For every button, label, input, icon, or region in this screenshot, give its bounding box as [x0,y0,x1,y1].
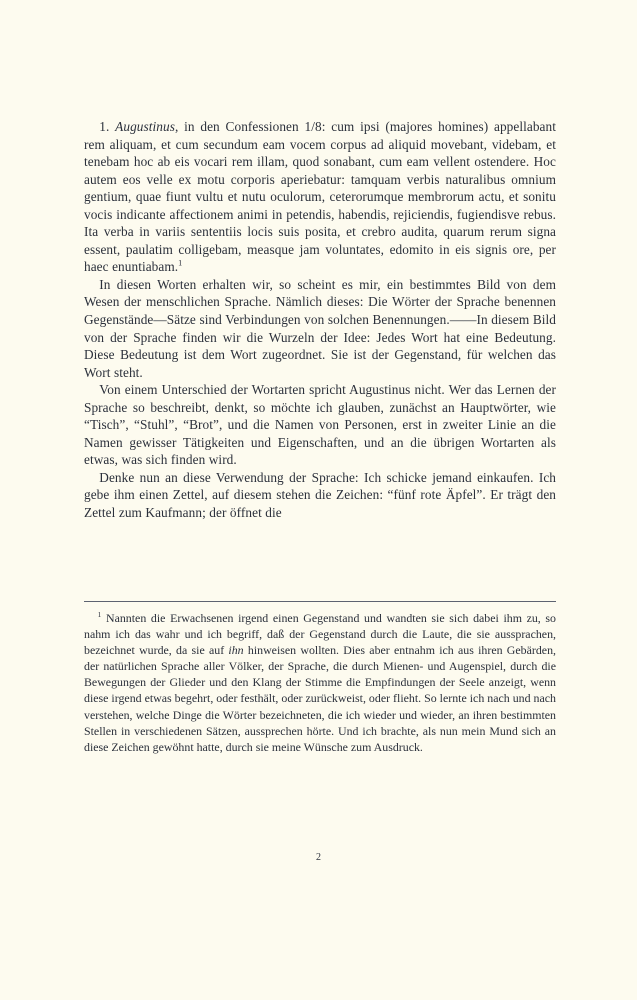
italic-text: ihn [228,643,244,658]
paragraph-bild-der-sprache: In diesen Worten erhalten wir, so scheint es mir, ein bestimmtes Bild von dem Wesen der menschlichen Sprache. Nämlich dieses: Die Wörter der Sprache benennen Gegenstände—Sätze sind Verbindungen von solchen Benennungen.——In diesem Bild von der Sprache finden wir die Wurzeln der Idee: Jedes Wort hat eine Bedeutung. Diese Bedeutung ist dem Wort zugeordnet. Sie ist der Gegenstand, für welchen das Wort steht. [84,276,556,380]
paragraph-wortarten: Von einem Unterschied der Wortarten spricht Augustinus nicht. Wer das Lernen der Sprache so beschreibt, denkt, so möchte ich glauben, zunächst an Hauptwörter, wie “Tisch”, “Stuhl”, “Brot”, und die Namen von Personen, erst in zweiter Linie an die Namen gewisser Tätigkeiten und Eigenschaften, und an die übrigen Wortarten als etwas, was sich finden wird. [84,382,556,468]
footnote-1-text: $^1$ Nannten die Erwachsenen irgend einen Gegenstand und wandten sie sich dabei ihm zu, so nahm ich das wahr und ich begriff, daß der Gegenstand durch die Laute, die sie aussprachen, bezeichnet wurde, da sie auf ihn hinweisen wollten. Dies aber entnahm ich aus ihren Gebärden, der natürlichen Sprache aller Völker, der Sprache, die durch Mienen- und Augenspiel, durch die Bewegungen der Glieder und den Klang der Stimme die Empfindungen der Seele anzeigt, wenn diese irgend etwas begehrt, oder festhält, oder zurückweist, oder flieht. So lernte ich nach und nach verstehen, welche Dinge die Wörter bezeichneten, die ich wieder und wieder, an ihren bestimmten Stellen in verschiedenen Sätzen, aussprechen hörte. Und ich brachte, als nun mein Mund sich an diese Zeichen gewöhnt hatte, durch sie meine Wünsche zum Ausdruck. [84,610,556,754]
footnote-separator-rule [84,601,556,602]
body-text-block [84,118,556,522]
paragraph-section-1: 1. Augustinus, in den Confessionen 1/8: cum ipsi (majores homines) appellabant rem aliquam, et cum secundum eam vocem corpus ad aliquid movebant, videbam, et tenebam hoc ab eis vocari rem illam, quod sonabant, cum eam vellent ostendere. Hoc autem eos velle ex motu corporis aperiebatur: tamquam verbis naturalibus omnium gentium, quae fiunt vultu et nutu oculorum, ceterorumque membrorum actu, et sonitu vocis indicante affectionem animi in petendis, habendis, rejiciendis, fugiendisve rebus. Ita verba in variis sententiis locis suis posita, et crebro audita, quarum rerum signa essent, paulatim colligebam, measque jam voluntates, edomito in eis signis ore, per haec enuntiabam.$^1$ [84,119,556,275]
page-number: 2 [316,852,321,863]
footnote-block [84,601,556,755]
footnote-reference-marker: 1 [178,258,183,268]
italic-text: Augustinus [115,119,175,134]
paragraph-einkaufen: Denke nun an diese Verwendung der Sprache: Ich schicke jemand einkaufen. Ich gebe ihm einen Zettel, auf diesem stehen die Zeichen: “fünf rote Äpfel”. Er trägt den Zettel zum Kaufmann; der öffnet die [84,469,556,521]
footnote-reference-marker: 1 [97,610,102,620]
